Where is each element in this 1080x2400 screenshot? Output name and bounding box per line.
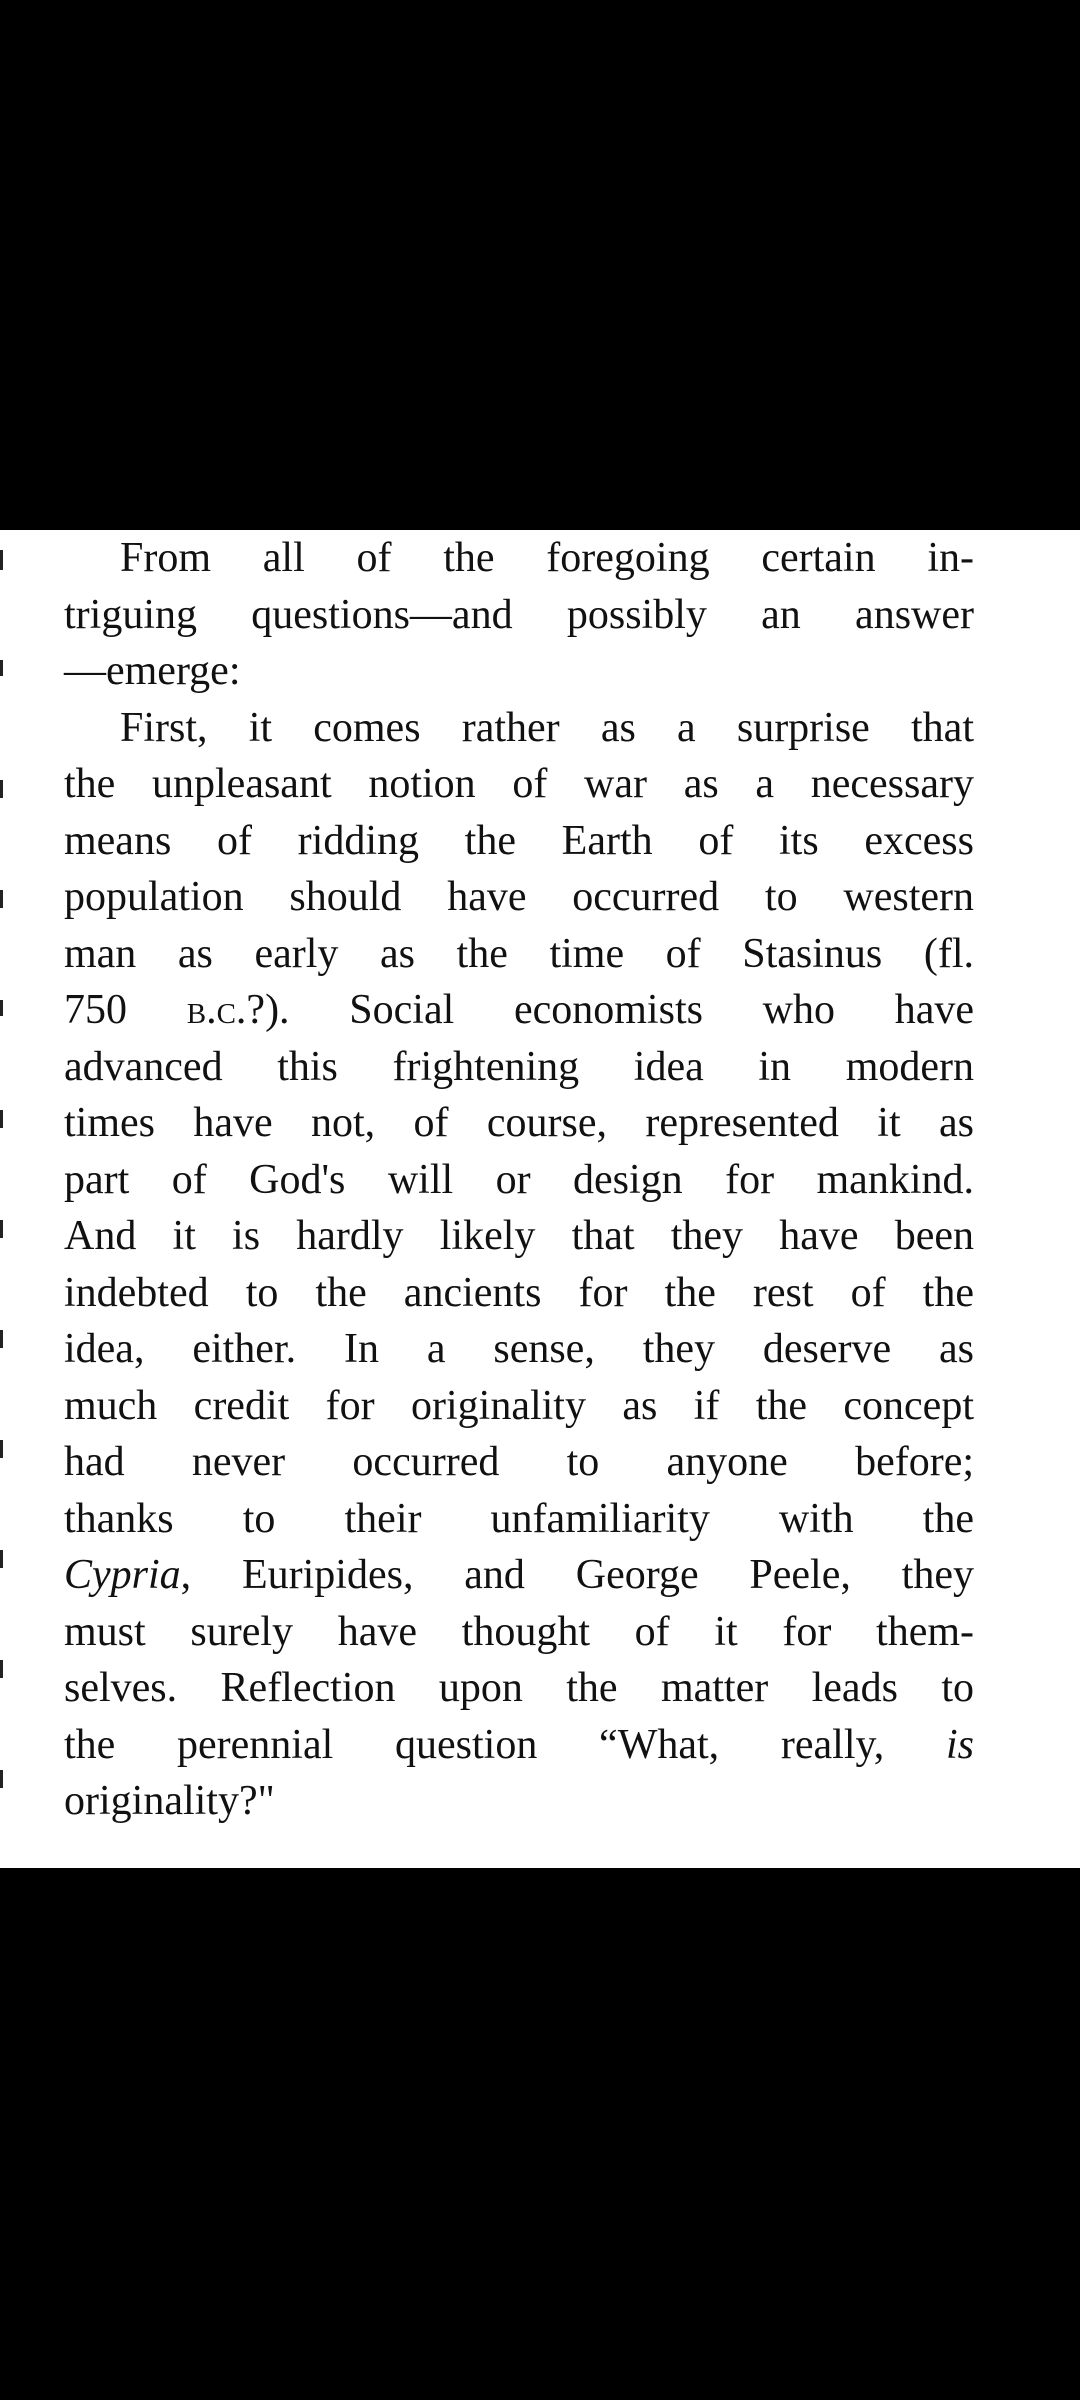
text-line: triguing questions—and possibly an answer — [64, 591, 974, 638]
book-text — [64, 530, 974, 1830]
gutter-mark — [0, 1000, 3, 1016]
text-line: indebted to the ancients for the rest of the — [64, 1269, 974, 1316]
text-line — [64, 1717, 974, 1774]
gutter-mark — [0, 1440, 3, 1458]
gutter-mark — [0, 780, 3, 798]
text-line: And it is hardly likely that they have been — [64, 1213, 974, 1259]
text-line: From all of the foregoing certain in- — [120, 535, 974, 581]
text-line: thanks to their unfamiliarity with the — [64, 1495, 974, 1542]
text-line: advanced this frightening idea in modern — [64, 1043, 974, 1090]
gutter-mark — [0, 550, 3, 570]
text-fragment-smallcaps: b.c.? — [186, 987, 266, 1033]
text-line: originality?" — [64, 1778, 275, 1824]
text-line — [64, 982, 974, 1039]
gutter-mark — [0, 1550, 3, 1568]
text-fragment-italic: is — [945, 1721, 974, 1768]
text-line: population should have occurred to western — [64, 874, 974, 920]
page-scan — [0, 530, 1080, 1868]
gutter-mark — [0, 1770, 3, 1788]
text-fragment: 750 — [64, 987, 187, 1033]
gutter-mark — [0, 1110, 3, 1128]
left-gutter — [0, 530, 6, 1868]
text-line: times have not, of course, represented it as — [64, 1100, 974, 1146]
text-line — [64, 1547, 974, 1604]
text-line: the unpleasant notion of war as a necessary — [64, 761, 974, 807]
gutter-mark — [0, 660, 3, 676]
gutter-mark — [0, 1660, 3, 1678]
text-line: idea, either. In a sense, they deserve as — [64, 1326, 974, 1372]
text-fragment: ). Social economists who have — [265, 987, 975, 1033]
gutter-mark — [0, 1330, 3, 1348]
text-line: had never occurred to anyone before; — [64, 1439, 974, 1485]
text-line: part of God's will or design for mankind. — [64, 1156, 974, 1203]
text-line: First, it comes rather as a surprise that — [120, 704, 974, 751]
gutter-mark — [0, 890, 3, 908]
text-fragment-italic: Cypria — [64, 1552, 181, 1598]
text-line: must surely have thought of it for them- — [64, 1608, 974, 1655]
text-line: means of ridding the Earth of its excess — [64, 817, 974, 864]
text-line: much credit for originality as if the concept — [64, 1382, 974, 1429]
text-line: —emerge: — [64, 648, 241, 694]
text-fragment: the perennial question “What, really, — [64, 1721, 946, 1768]
text-line: man as early as the time of Stasinus (fl. — [64, 930, 974, 977]
gutter-mark — [0, 1220, 3, 1238]
text-line: selves. Reflection upon the matter leads to — [64, 1665, 974, 1711]
text-fragment: , Euripides, and George Peele, they — [180, 1552, 974, 1598]
